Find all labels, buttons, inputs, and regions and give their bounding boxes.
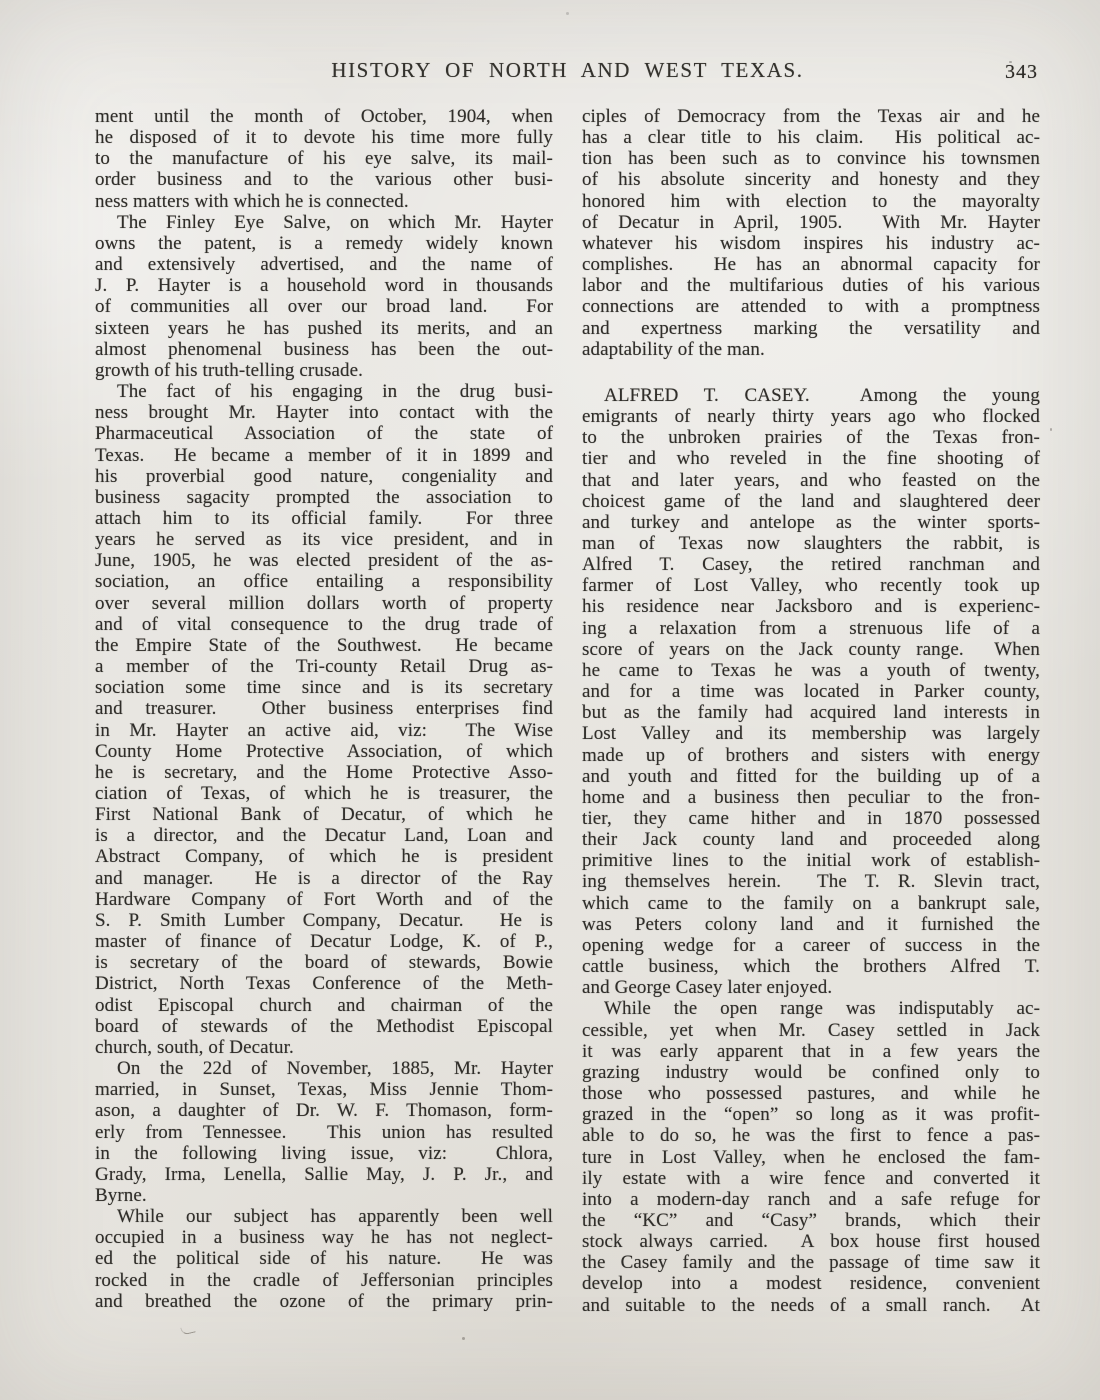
paragraph — [95, 1206, 553, 1312]
text-line: and treasurer. Other business enterprises find — [95, 698, 553, 720]
text-line: he disposed of it to devote his time more fully — [95, 127, 553, 149]
text-line: ily estate with a wire fence and converted it — [582, 1167, 1040, 1189]
text-line: odist Episcopal church and chairman of the — [95, 994, 553, 1016]
paragraph — [582, 385, 1040, 999]
text-line: their Jack county land and proceeded along — [582, 829, 1040, 851]
text-line: cattle business, which the brothers Alfred T. — [582, 956, 1040, 978]
text-line: tion has been such as to convince his townsmen — [582, 148, 1040, 170]
text-line: Byrne. — [95, 1184, 147, 1206]
text-line: J. P. Hayter is a household word in thousands — [95, 275, 553, 297]
text-line: score of years on the Jack county range. When — [582, 638, 1040, 660]
text-line: into a modern-day ranch and a safe refuge for — [582, 1188, 1040, 1210]
text-line: Grady, Irma, Lenella, Sallie May, J. P. Jr., and — [95, 1163, 553, 1185]
text-line: June, 1905, he was elected president of the as- — [95, 550, 553, 572]
scan-speckle — [462, 1337, 465, 1340]
right-column — [582, 106, 1040, 1316]
text-line: County Home Protective Association, of which — [95, 740, 553, 762]
text-line: tier, they came hither and in 1870 possessed — [582, 808, 1040, 829]
text-line: is a director, and the Decatur Land, Loan and — [95, 825, 553, 847]
text-line: those who possessed pastures, and while he — [582, 1083, 1040, 1105]
text-line: connections are attended to with a promptness — [582, 296, 1040, 318]
text-line: of Decatur in April, 1905. With Mr. Hayter — [582, 211, 1040, 233]
text-line: of communities all over our broad land. For — [95, 296, 553, 318]
text-line: in Mr. Hayter an active aid, viz: The Wise — [95, 719, 553, 741]
text-line: occupied in a business way he has not neglect- — [95, 1227, 553, 1249]
text-line: and George Casey later enjoyed. — [582, 977, 833, 999]
text-line: While the open range was indisputably ac- — [604, 998, 1040, 1020]
text-line: sociation some time since and is its secretary — [95, 677, 553, 699]
scan-speckle — [566, 12, 569, 15]
text-line: opening wedge for a career of success in the — [582, 934, 1040, 956]
text-line: his proverbial good nature, congeniality and — [95, 465, 553, 487]
text-line: and turkey and antelope as the winter sports- — [582, 511, 1040, 533]
text-line: ment until the month of October, 1904, when — [95, 106, 553, 127]
text-line: ness brought Mr. Hayter into contact with the — [95, 402, 553, 424]
text-line: over several million dollars worth of property — [95, 592, 553, 614]
paragraph — [95, 1058, 553, 1206]
text-line: he is secretary, and the Home Protective Asso- — [95, 761, 553, 783]
text-line: and for a time was located in Parker county, — [582, 681, 1040, 703]
text-line: and of vital consequence to the drug trade of — [95, 613, 553, 635]
text-line: ciples of Democracy from the Texas air and he — [582, 106, 1040, 127]
text-line: almost phenomenal business has been the out- — [95, 338, 553, 360]
scan-speckle — [1050, 428, 1052, 431]
text-line: choicest game of the land and slaughtered deer — [582, 490, 1040, 512]
text-line: cessible, yet when Mr. Casey settled in Jack — [582, 1019, 1040, 1041]
text-line: home and a business then peculiar to the fron- — [582, 786, 1040, 808]
text-line: honored him with election to the mayoralty — [582, 190, 1040, 212]
text-line: tier and who reveled in the fine shooting of — [582, 448, 1040, 470]
text-line: years he served as its vice president, and in — [95, 529, 553, 551]
text-columns — [95, 106, 1040, 1316]
text-line: ing a relaxation from a strenuous life of a — [582, 617, 1040, 639]
text-line: to the manufacture of his eye salve, its mail- — [95, 148, 553, 170]
text-line: and expertness marking the versatility and — [582, 317, 1040, 339]
text-line: and youth and fitted for the building up of a — [582, 765, 1040, 787]
text-line: and manager. He is a director of the Ray — [95, 867, 553, 889]
text-line: owns the patent, is a remedy widely known — [95, 232, 553, 254]
text-line: whatever his wisdom inspires his industry ac- — [582, 232, 1040, 254]
text-line: made up of brothers and sisters with energy — [582, 744, 1040, 766]
running-header — [95, 58, 1040, 90]
text-line: Alfred T. Casey, the retired ranchman and — [582, 554, 1040, 576]
text-line: and suitable to the needs of a small ranch. At — [582, 1294, 1040, 1316]
text-line: emigrants of nearly thirty years ago who flocked — [582, 406, 1040, 428]
text-line: Abstract Company, of which he is president — [95, 846, 553, 868]
scan-speckle — [1009, 61, 1012, 63]
text-line: but as the family had acquired land interests in — [582, 702, 1040, 724]
text-line: District, North Texas Conference of the Meth- — [95, 973, 553, 995]
text-line: complishes. He has an abnormal capacity for — [582, 254, 1040, 276]
text-line: adaptability of the man. — [582, 338, 765, 360]
text-line: The fact of his engaging in the drug busi- — [117, 381, 553, 403]
text-line: that and later years, and who feasted on the — [582, 469, 1040, 491]
text-line: able to do so, he was the first to fence a pas- — [582, 1125, 1040, 1147]
text-line: On the 22d of November, 1885, Mr. Hayter — [117, 1058, 553, 1080]
text-line: board of stewards of the Methodist Episcopal — [95, 1015, 553, 1037]
text-line: ALFRED T. CASEY. Among the young — [604, 384, 1040, 406]
text-line: S. P. Smith Lumber Company, Decatur. He is — [95, 909, 553, 931]
text-line: the Empire State of the Southwest. He became — [95, 634, 553, 656]
pencil-mark — [180, 1324, 196, 1335]
text-line: church, south, of Decatur. — [95, 1036, 294, 1058]
text-line: develop into a modest residence, convenient — [582, 1273, 1040, 1295]
page-number: 343 — [1005, 61, 1038, 83]
text-line: sixteen years he has pushed its merits, and an — [95, 317, 553, 339]
text-line: attach him to its official family. For three — [95, 507, 553, 529]
text-line: grazed in the “open” so long as it was profit- — [582, 1104, 1040, 1126]
text-line: which came to the family on a bankrupt sale, — [582, 892, 1040, 914]
text-line: of his absolute sincerity and honesty and they — [582, 169, 1040, 191]
text-line: his residence near Jacksboro and is experienc- — [582, 596, 1040, 618]
paragraph — [95, 381, 553, 1058]
text-line: the Casey family and the passage of time saw it — [582, 1252, 1040, 1274]
page-title: HISTORY OF NORTH AND WEST TEXAS. — [331, 58, 804, 82]
text-line: Texas. He became a member of it in 1899 and — [95, 444, 553, 466]
text-line: grazing industry would be confined only to — [582, 1061, 1040, 1083]
text-line: and breathed the ozone of the primary prin- — [95, 1290, 553, 1312]
text-line: in the following living issue, viz: Chlora, — [95, 1142, 553, 1164]
text-line: is secretary of the board of stewards, Bowie — [95, 952, 553, 974]
text-line: ture in Lost Valley, when he enclosed the fam- — [582, 1146, 1040, 1168]
text-line: ness matters with which he is connected. — [95, 190, 409, 212]
text-line: ciation of Texas, of which he is treasurer, the — [95, 783, 553, 804]
text-line: First National Bank of Decatur, of which he — [95, 804, 553, 826]
text-line: a member of the Tri-county Retail Drug as- — [95, 656, 553, 678]
text-line: farmer of Lost Valley, who recently took up — [582, 575, 1040, 597]
text-line: Lost Valley and its membership was largely — [582, 723, 1040, 745]
text-line: ing themselves herein. The T. R. Slevin tract, — [582, 871, 1040, 893]
text-line: ason, a daughter of Dr. W. F. Thomason, form- — [95, 1100, 553, 1122]
paragraph — [582, 998, 1040, 1315]
text-line: he came to Texas he was a youth of twenty, — [582, 659, 1040, 681]
text-line: has a clear title to his claim. His political ac- — [582, 127, 1040, 149]
paragraph — [95, 106, 553, 212]
text-line: erly from Tennessee. This union has resulted — [95, 1121, 553, 1143]
text-line: was Peters colony land and it furnished the — [582, 913, 1040, 935]
text-line: While our subject has apparently been well — [117, 1206, 553, 1228]
text-line: the “KC” and “Casy” brands, which their — [582, 1209, 1040, 1231]
text-line: growth of his truth-telling crusade. — [95, 359, 363, 381]
text-line: primitive lines to the initial work of establish- — [582, 850, 1040, 872]
paragraph — [95, 212, 553, 381]
text-line: man of Texas now slaughters the rabbit, is — [582, 532, 1040, 554]
text-line: married, in Sunset, Texas, Miss Jennie Thom- — [95, 1079, 553, 1101]
text-line: Hardware Company of Fort Worth and of the — [95, 888, 553, 910]
paragraph — [582, 106, 1040, 360]
text-line: it was early apparent that in a few years the — [582, 1040, 1040, 1062]
text-line: labor and the multifarious duties of his various — [582, 275, 1040, 297]
text-line: Pharmaceutical Association of the state of — [95, 423, 553, 445]
text-line: The Finley Eye Salve, on which Mr. Hayter — [117, 211, 553, 233]
text-line: stock always carried. A box house first housed — [582, 1231, 1040, 1253]
text-line: business sagacity prompted the association to — [95, 486, 553, 508]
text-line: ed the political side of his nature. He was — [95, 1248, 553, 1270]
text-line: to the unbroken prairies of the Texas fron- — [582, 427, 1040, 449]
text-line: sociation, an office entailing a responsibility — [95, 571, 553, 593]
text-line: and extensively advertised, and the name of — [95, 254, 553, 276]
text-line: order business and to the various other busi- — [95, 169, 553, 191]
text-line: rocked in the cradle of Jeffersonian principles — [95, 1269, 553, 1291]
text-line: master of finance of Decatur Lodge, K. of P., — [95, 931, 553, 953]
left-column — [95, 106, 553, 1316]
